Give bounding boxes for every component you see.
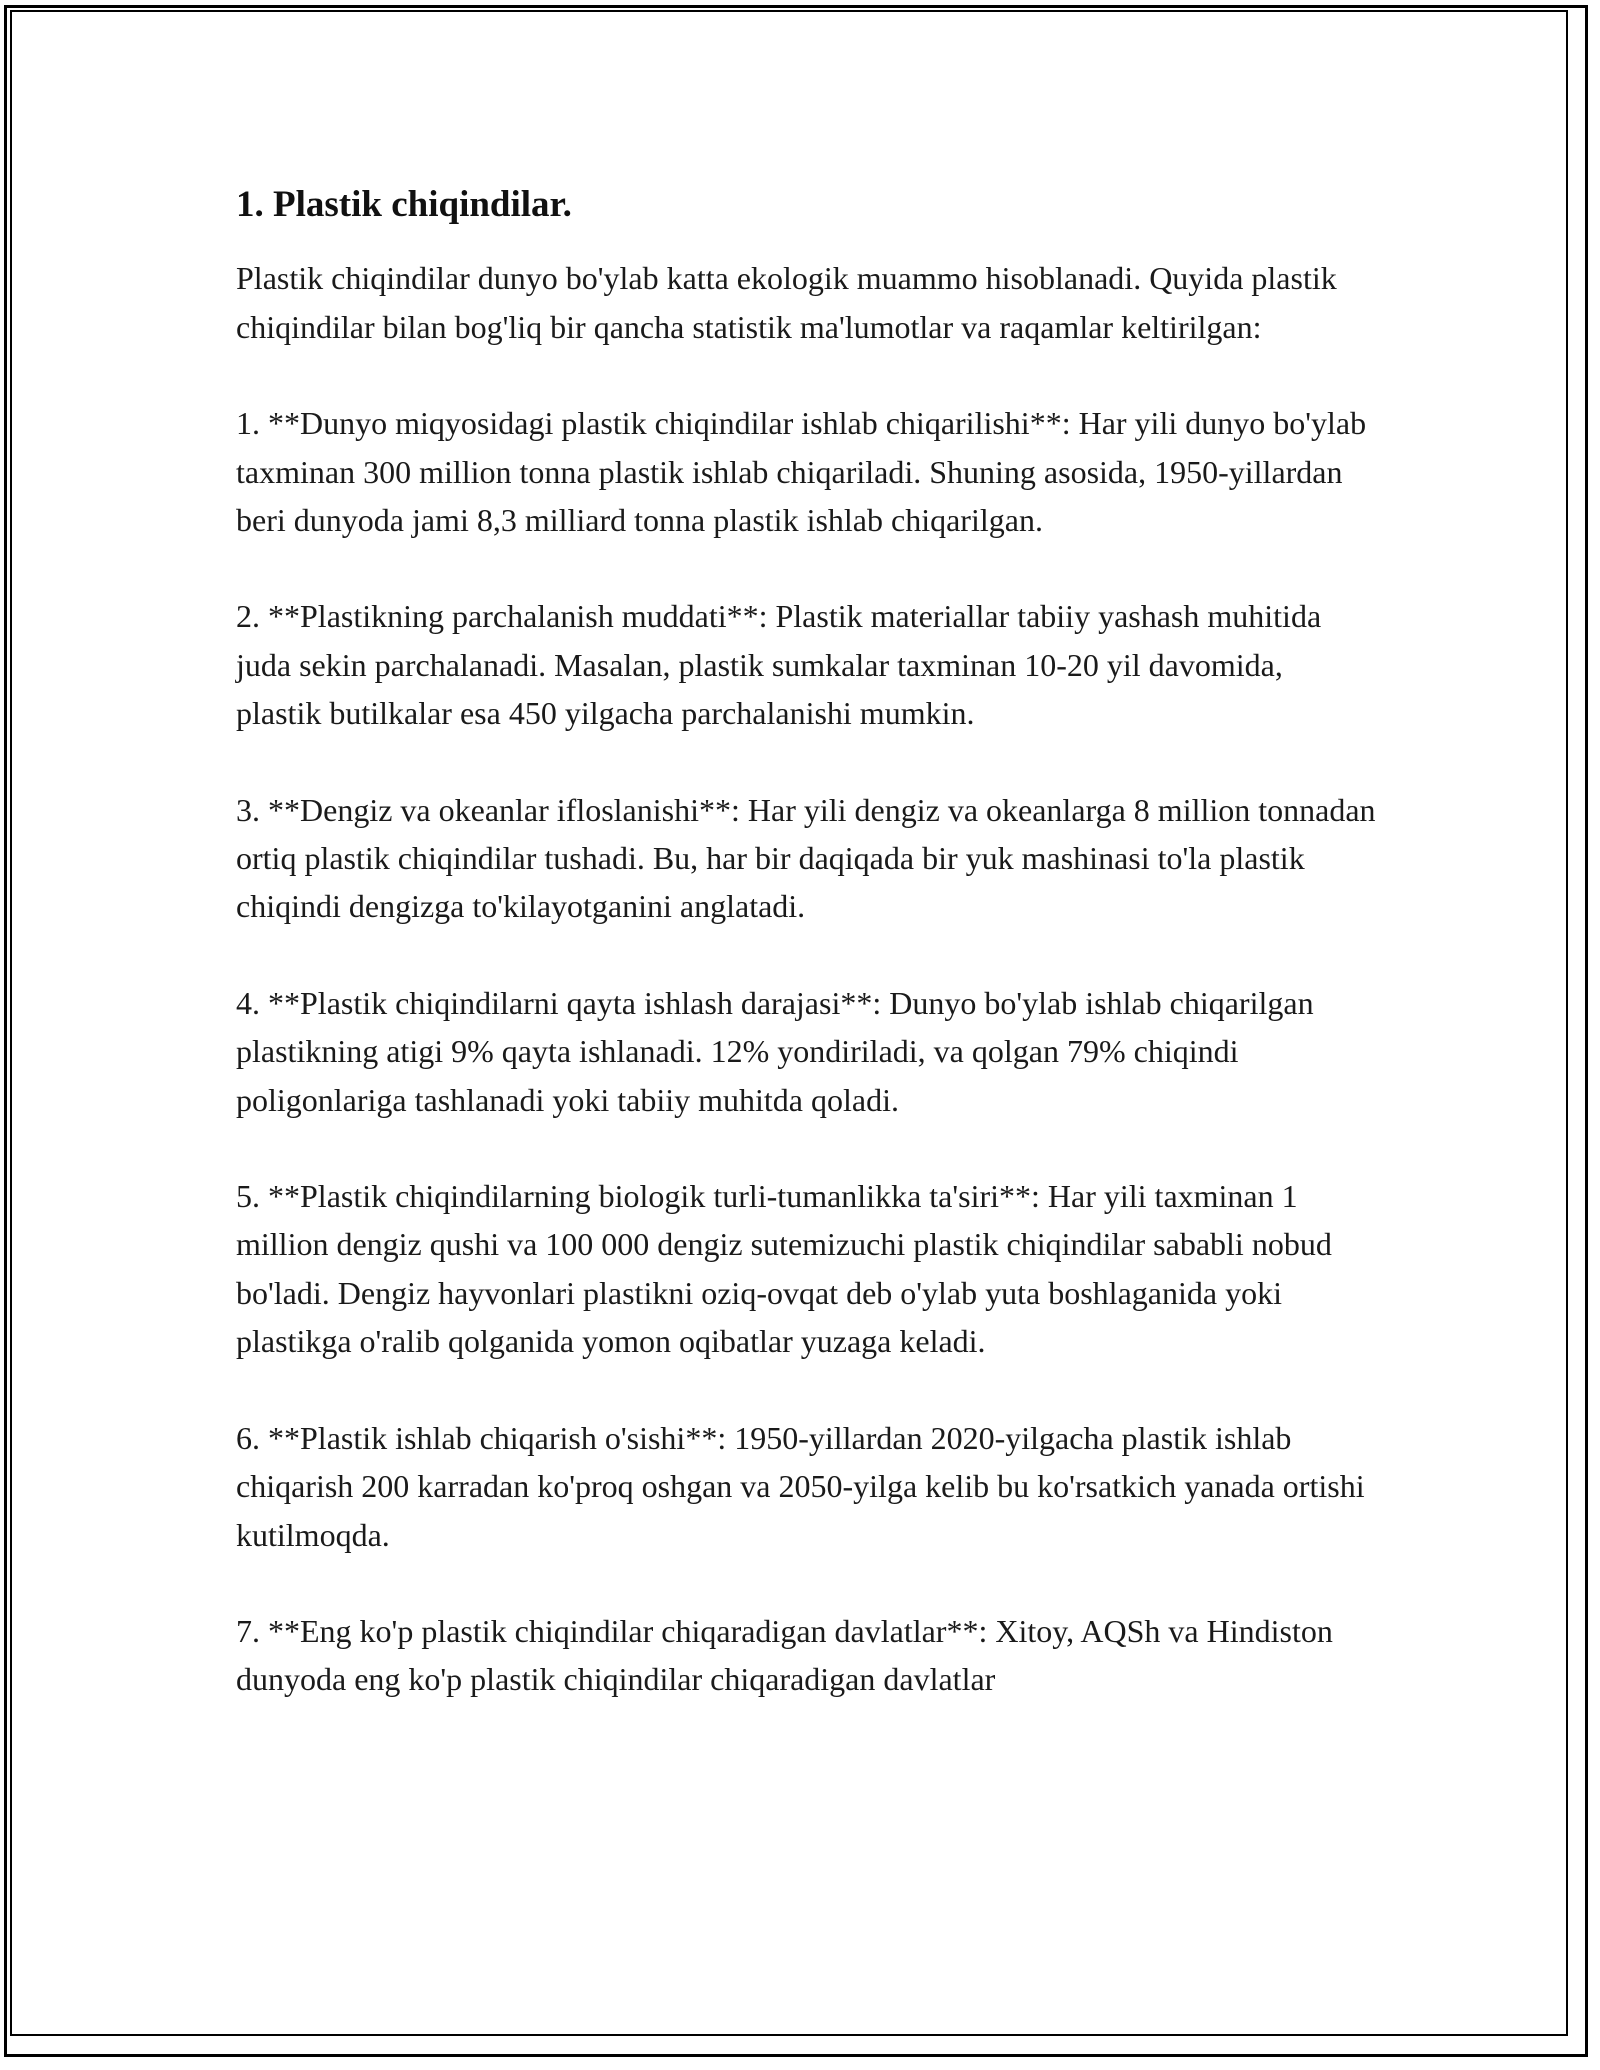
intro-paragraph: Plastik chiqindilar dunyo bo'ylab katta ekologik muammo hisoblanadi. Quyida plastik chiqindilar bilan bog'liq bir qancha statistik ma'lumotlar va raqamlar keltirilgan: [236, 260, 1337, 345]
paragraph-item-1: 1. **Dunyo miqyosidagi plastik chiqindilar ishlab chiqarilishi**: Har yili dunyo bo'ylab taxminan 300 million tonna plastik ishlab chiqariladi. Shuning asosida, 1950-yillardan beri dunyoda jami 8,3 milliard tonna plastik ishlab chiqarilgan. [236, 405, 1367, 539]
document-body [236, 183, 1376, 1704]
document-title: 1. Plastik chiqindilar. [236, 184, 572, 225]
paragraph-item-4: 4. **Plastik chiqindilarni qayta ishlash darajasi**: Dunyo bo'ylab ishlab chiqarilgan plastikning atigi 9% qayta ishlanadi. 12% yondiriladi, va qolgan 79% chiqindi poligonlariga tashlanadi yoki tabiiy muhitda qoladi. [236, 984, 1314, 1118]
paragraph-item-7: 7. **Eng ko'p plastik chiqindilar chiqaradigan davlatlar**: Xitoy, AQSh va Hindiston dunyoda eng ko'p plastik chiqindilar chiqaradigan davlatlar [236, 1612, 1333, 1698]
paragraph-item-6: 6. **Plastik ishlab chiqarish o'sishi**: 1950-yillardan 2020-yilgacha plastik ishlab chiqarish 200 karradan ko'proq oshgan va 2050-yilga kelib bu ko'rsatkich yanada ortishi kutilmoqda. [236, 1419, 1365, 1553]
paragraph-item-5: 5. **Plastik chiqindilarning biologik turli-tumanlikka ta'siri**: Har yili taxminan 1 million dengiz qushi va 100 000 dengiz sutemizuchi plastik chiqindilar sababli nobud bo'ladi. Dengiz hayvonlari plastikni oziq-ovqat deb o'ylab yuta boshlaganida yoki plastikga o'ralib qolganida yomon oqibatlar yuzaga keladi. [236, 1178, 1332, 1360]
paragraph-item-2: 2. **Plastikning parchalanish muddati**: Plastik materiallar tabiiy yashash muhitida juda sekin parchalanadi. Masalan, plastik sumkalar taxminan 10-20 yil davomida, plastik butilkalar esa 450 yilgacha parchalanishi mumkin. [236, 598, 1322, 732]
paragraph-item-3: 3. **Dengiz va okeanlar ifloslanishi**: Har yili dengiz va okeanlarga 8 million tonnadan ortiq plastik chiqindilar tushadi. Bu, har bir daqiqada bir yuk mashinasi to'la plastik chiqindi dengizga to'kilayotganini anglatadi. [236, 791, 1376, 925]
